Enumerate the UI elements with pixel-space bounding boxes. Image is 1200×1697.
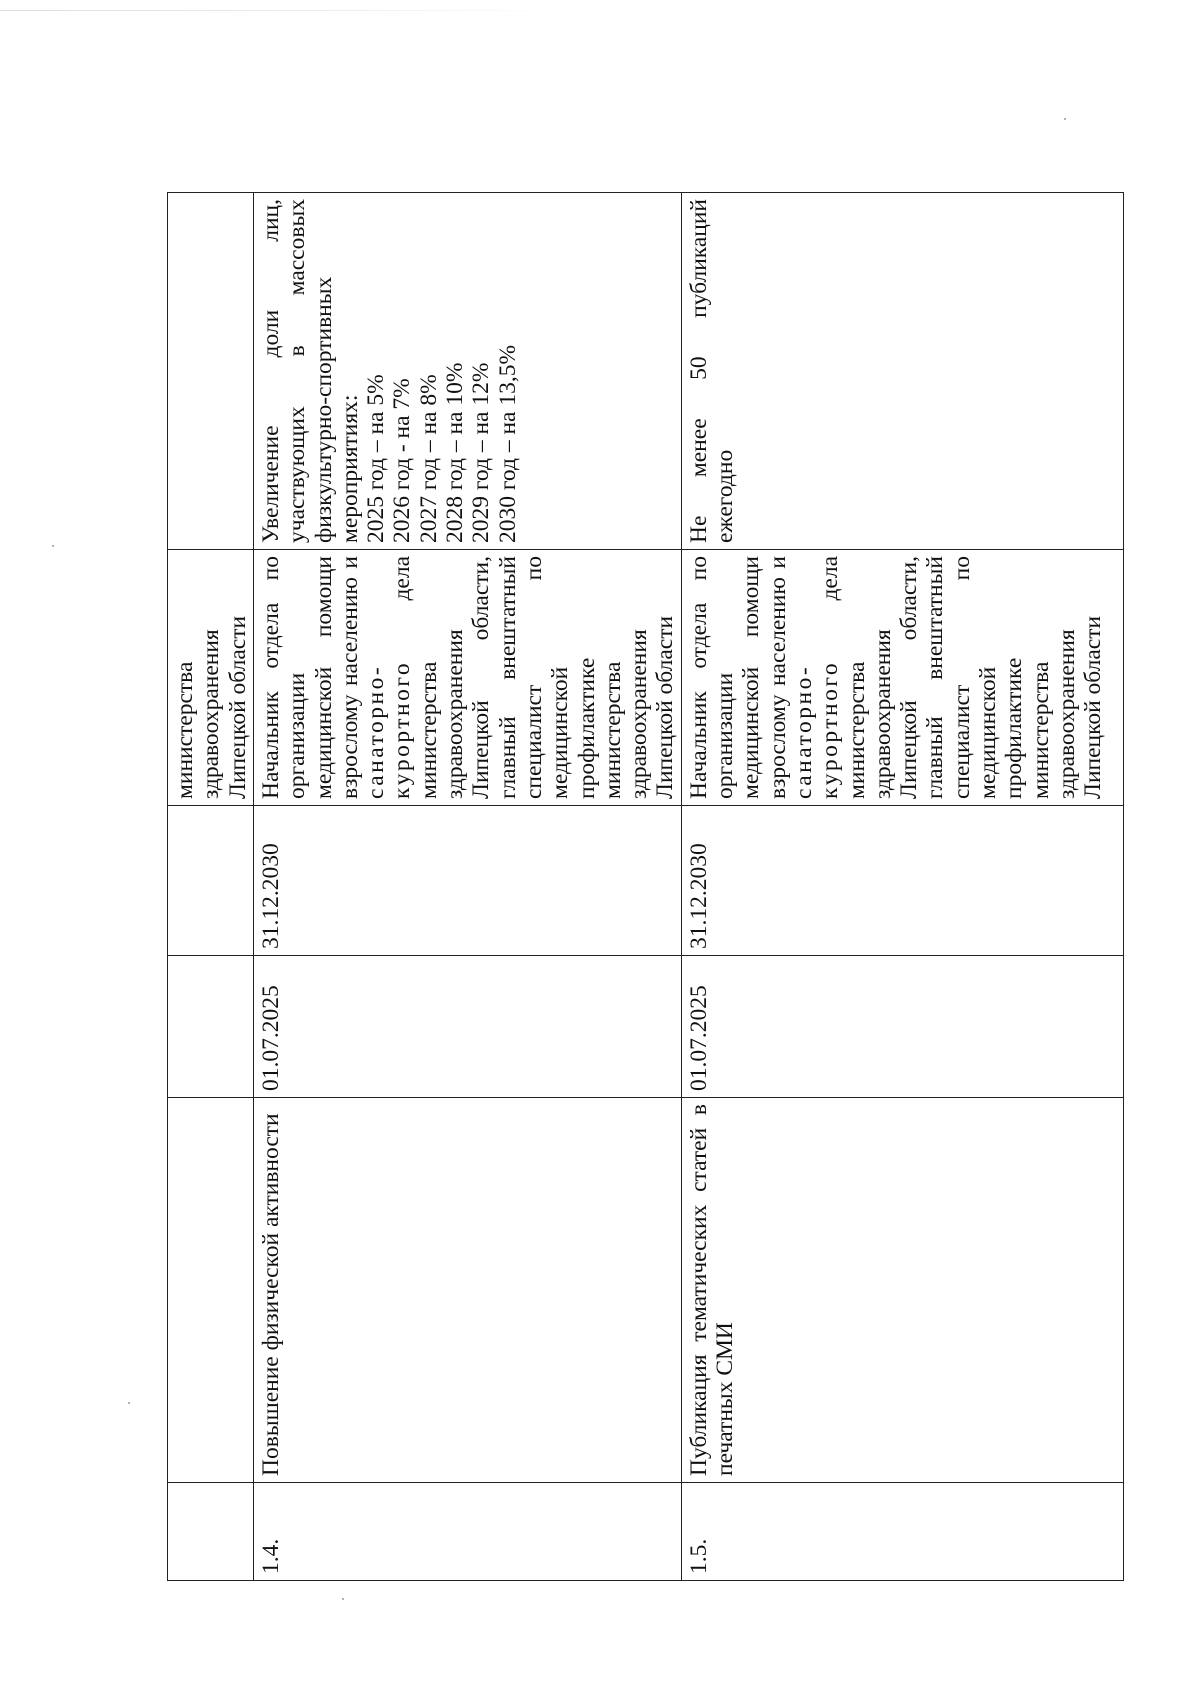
responsible-line: Липецкой области — [224, 615, 251, 799]
responsible-text: санаторно-курортного — [363, 660, 416, 799]
number-cell — [168, 1483, 254, 1581]
responsible-text: санаторно-курортного — [790, 660, 844, 799]
responsible-text: дела министерства здравоохранения Липецкой области, главный внештатный специалист по медицинской профилактике министерства здравоохранения Липецкой области — [389, 556, 679, 799]
scan-speck — [1064, 118, 1066, 120]
table-row — [681, 193, 1123, 1581]
result-line: 2029 год – на 12% — [468, 362, 495, 543]
scan-speck — [128, 1402, 130, 1404]
activity-cell: Публикация тематических статей в печатных СМИ — [681, 1098, 1123, 1483]
activity-cell — [168, 1098, 254, 1483]
start-date-cell: 01.07.2025 — [254, 956, 682, 1098]
measures-table — [167, 192, 1124, 1581]
scan-edge-line — [0, 10, 560, 11]
start-date-cell — [168, 956, 254, 1098]
responsible-cell — [254, 550, 682, 806]
result-line: Увеличение доли лиц, участвующих в массовых физкультурно-спортивных мероприятиях: — [258, 199, 363, 543]
responsible-line: здравоохранения — [198, 629, 225, 799]
number-cell: 1.4. — [254, 1483, 682, 1581]
responsible-text: Начальник отдела по организации медицинской помощи взрослому населению и — [685, 556, 791, 799]
result-line: 2030 год – на 13,5% — [494, 344, 521, 543]
end-date-cell — [168, 806, 254, 956]
result-line: 2028 год – на 10% — [442, 362, 469, 543]
scan-speck — [342, 1598, 344, 1600]
activity-cell: Повышение физической активности — [254, 1098, 682, 1483]
result-line: 2027 год – на 8% — [415, 374, 442, 543]
result-line: 2025 год – на 5% — [363, 374, 390, 543]
result-text: Не менее 50 публикаций ежегодно — [685, 199, 739, 543]
scan-speck — [52, 545, 54, 547]
result-line: 2026 год - на 7% — [389, 378, 416, 543]
responsible-cell — [681, 550, 1123, 806]
responsible-line: министерства — [172, 661, 198, 799]
end-date-cell: 31.12.2030 — [681, 806, 1123, 956]
result-cell — [168, 193, 254, 550]
responsible-cell — [168, 550, 254, 806]
result-cell — [681, 193, 1123, 550]
responsible-text: Начальник отдела по организации медицинской помощи взрослому населению и — [258, 556, 363, 799]
rotated-table-area — [167, 193, 1124, 1581]
responsible-text: дела министерства здравоохранения Липецкой области, главный внештатный специалист по медицинской профилактике министерства здравоохранения Липецкой области — [817, 556, 1107, 799]
table-row — [254, 193, 682, 1581]
result-cell — [254, 193, 682, 550]
number-cell: 1.5. — [681, 1483, 1123, 1581]
table-row — [168, 193, 254, 1581]
start-date-cell: 01.07.2025 — [681, 956, 1123, 1098]
rotated-table-container — [167, 193, 1124, 1581]
end-date-cell: 31.12.2030 — [254, 806, 682, 956]
